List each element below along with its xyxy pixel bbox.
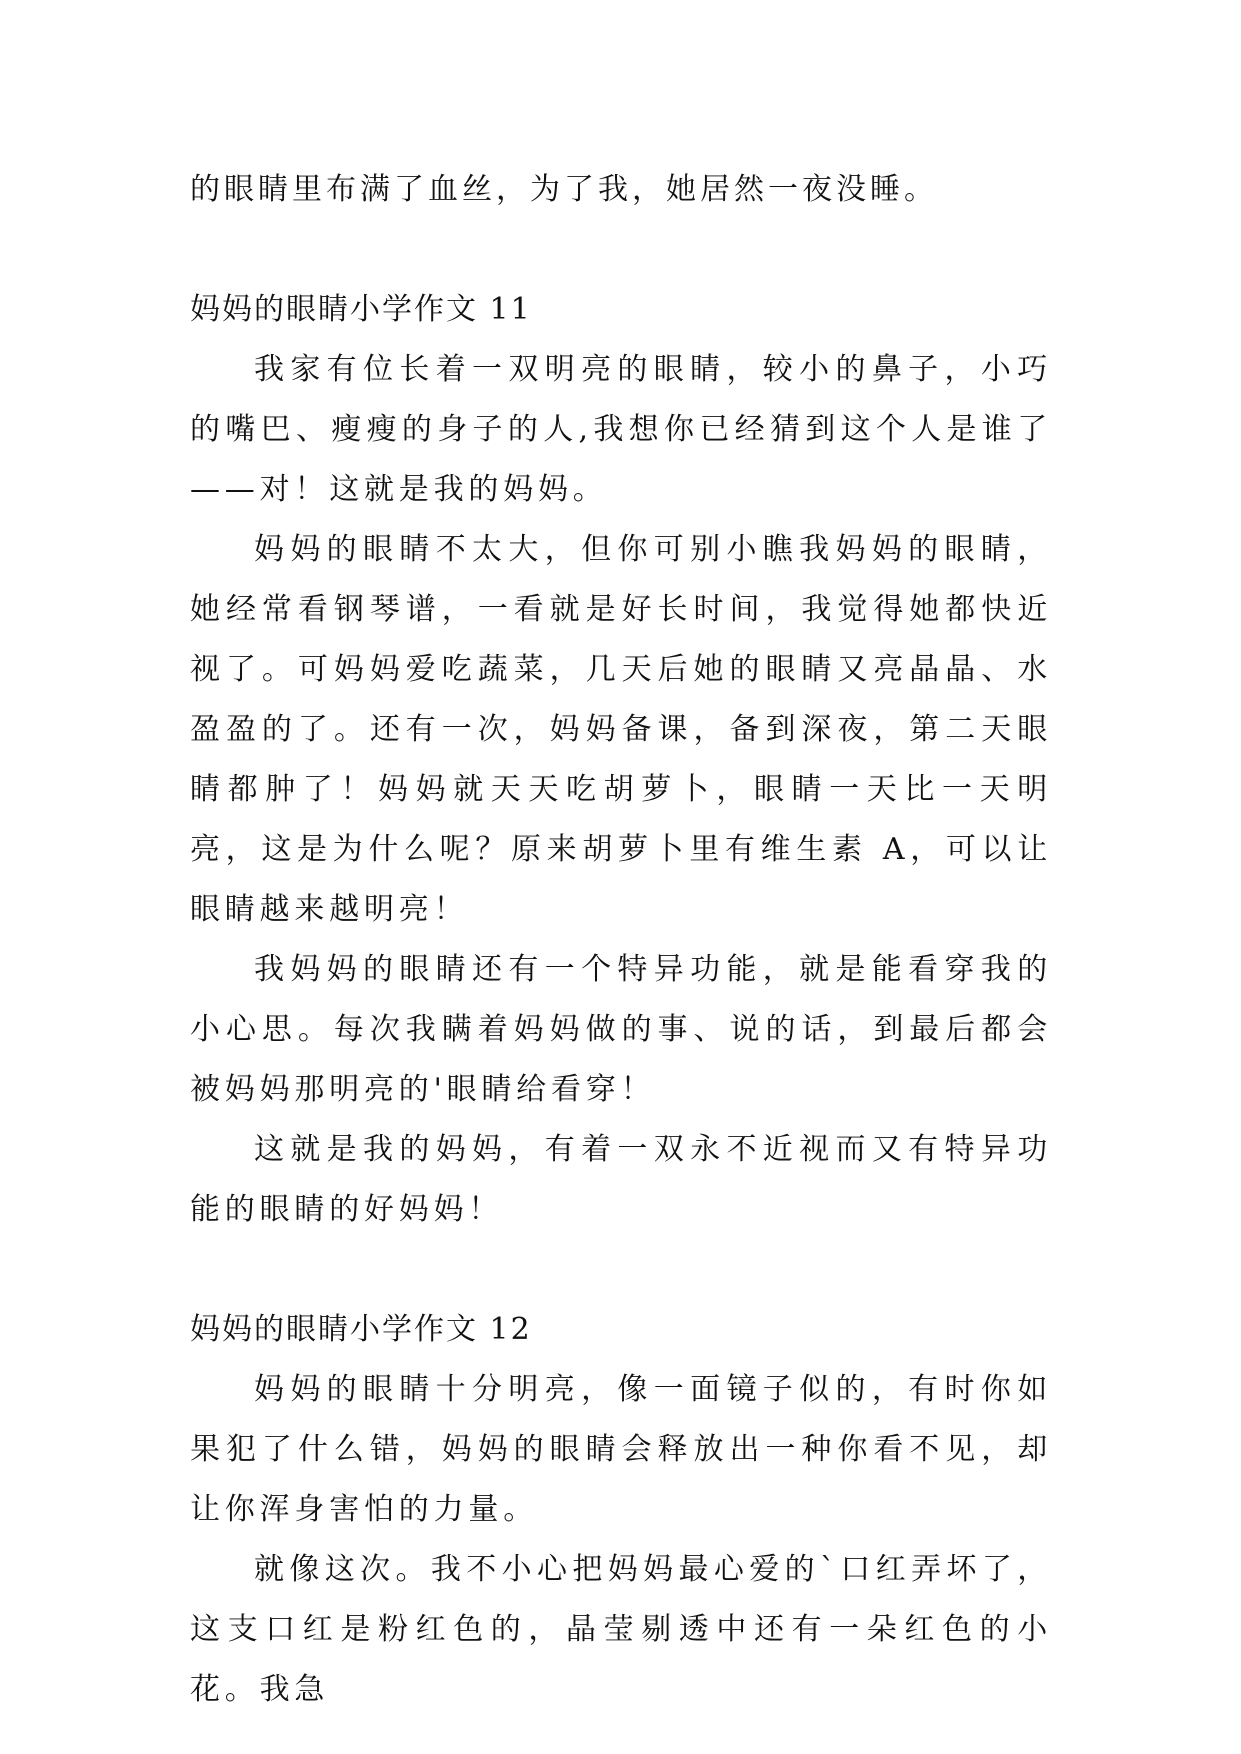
section-title: 妈妈的眼睛小学作文 11 xyxy=(190,292,532,327)
section-gap xyxy=(190,220,1052,280)
paragraph: 就像这次。我不小心把妈妈最心爱的`口红弄坏了，这支口红是粉红色的，晶莹剔透中还有一朵红色的小花。我急 xyxy=(190,1552,1052,1707)
paragraph: 妈妈的眼睛不太大，但你可别小瞧我妈妈的眼睛，她经常看钢琴谱，一看就是好长时间，我觉得她都快近视了。可妈妈爱吃蔬菜，几天后她的眼睛又亮晶晶、水盈盈的了。还有一次，妈妈备课，备到深夜，第二天眼睛都肿了！妈妈就天天吃胡萝卜，眼睛一天比一天明亮，这是为什么呢？原来胡萝卜里有维生素 A，可以让眼睛越来越明亮！ xyxy=(190,532,1052,927)
document-page xyxy=(190,160,1052,1720)
paragraph: 这就是我的妈妈，有着一双永不近视而又有特异功能的眼睛的好妈妈！ xyxy=(190,1132,1052,1227)
paragraph: 我妈妈的眼睛还有一个特异功能，就是能看穿我的小心思。每次我瞒着妈妈做的事、说的话，到最后都会被妈妈那明亮的'眼睛给看穿！ xyxy=(190,952,1052,1107)
continuation-text: 的眼睛里布满了血丝，为了我，她居然一夜没睡。 xyxy=(190,172,938,207)
section-title: 妈妈的眼睛小学作文 12 xyxy=(190,1312,532,1347)
paragraph: 妈妈的眼睛十分明亮，像一面镜子似的，有时你如果犯了什么错，妈妈的眼睛会释放出一种你看不见，却让你浑身害怕的力量。 xyxy=(190,1372,1052,1527)
paragraph: 我家有位长着一双明亮的眼睛，较小的鼻子，小巧的嘴巴、瘦瘦的身子的人,我想你已经猜到这个人是谁了——对！这就是我的妈妈。 xyxy=(190,352,1052,507)
section-gap xyxy=(190,1240,1052,1300)
